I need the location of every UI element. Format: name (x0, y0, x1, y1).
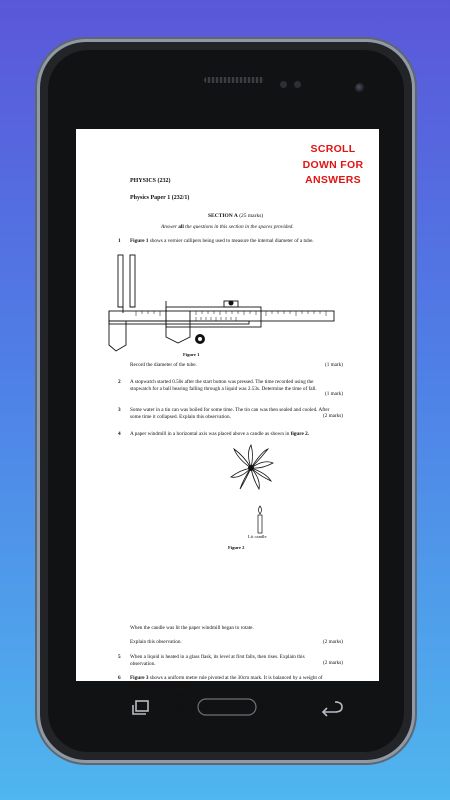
question-3-text: Some water in a tin can was boiled for some time. The tin can was then sealed and cooled. After some time it collapsed. Explain this observation. (130, 407, 330, 420)
question-5-marks: (2 marks) (322, 660, 343, 666)
question-4-number: 4 (118, 431, 121, 437)
paper-title: Physics Paper 1 (232/1) (130, 195, 190, 201)
question-1-number: 1 (118, 238, 121, 244)
candle-label: Lit candle (248, 534, 267, 539)
back-icon[interactable] (318, 696, 344, 718)
phone-bezel (48, 50, 404, 752)
question-6-text: Figure 3 shows a uniform metre rule pivoted at the 30cm mark. It is balanced by a weight of 2N suspended at the 5cm mark. (130, 675, 323, 688)
scroll-down-note: SCROLL DOWN FOR ANSWERS (302, 143, 364, 186)
question-4-text: A paper windmill in a horizontal axis was placed above a candle as shown in figure 2. (130, 431, 309, 437)
question-4-subtext-2: Explain this observation. (130, 639, 182, 645)
android-nav-bar (76, 690, 379, 730)
question-6-number: 6 (118, 675, 121, 681)
proximity-sensor (280, 81, 287, 88)
paper-windmill-figure (226, 443, 276, 493)
question-2-text: A stopwatch started 0.50s after the start button was pressed. The time recorded using the stopwatch for a ball bearing falling through a liquid was 2.53s. Determine the time of fall. (130, 379, 317, 392)
front-camera (355, 83, 365, 93)
recent-apps-icon[interactable] (128, 696, 154, 718)
question-3-marks: (2 marks) (322, 413, 343, 419)
candle-figure (254, 504, 266, 534)
home-icon[interactable] (196, 696, 258, 718)
figure-3-label: 30cm (175, 692, 186, 697)
figure-3-label: 2N (150, 724, 156, 729)
light-sensor (294, 81, 301, 88)
phone-frame (40, 42, 412, 760)
question-4-marks: (2 marks) (322, 639, 343, 645)
instructions: Answer all the questions in this section in the spaces provided. (161, 224, 294, 230)
figure-1-caption: Figure 1 (183, 352, 200, 357)
paper-code-title: PHYSICS (232) (130, 178, 171, 184)
section-heading: SECTION A (25 marks) (208, 213, 264, 219)
question-3-number: 3 (118, 407, 121, 413)
question-4-subtext-1: When the candle was lit the paper windmill began to rotate. (130, 625, 254, 631)
question-1-text: Figure 1 shows a vernier callipers being used to measure the internal diameter of a tube. (130, 238, 314, 244)
question-2-number: 2 (118, 379, 121, 385)
figure-3-label: 5cm (150, 692, 158, 697)
question-5-text: When a liquid is heated in a glass flask, its level at first falls, then rises. Explain this observation. (130, 654, 305, 667)
earpiece-speaker (204, 77, 264, 83)
question-1-marks: (1 mark) (324, 362, 343, 368)
question-5-number: 5 (118, 654, 121, 660)
question-1-subtext: Record the diameter of the tube. (130, 362, 197, 368)
question-2-marks: (1 mark) (324, 391, 343, 397)
exam-paper-image[interactable] (76, 129, 379, 729)
app-screen[interactable] (76, 129, 379, 729)
figure-2-caption: Figure 2 (228, 545, 245, 550)
vernier-calliper-figure (106, 253, 346, 363)
